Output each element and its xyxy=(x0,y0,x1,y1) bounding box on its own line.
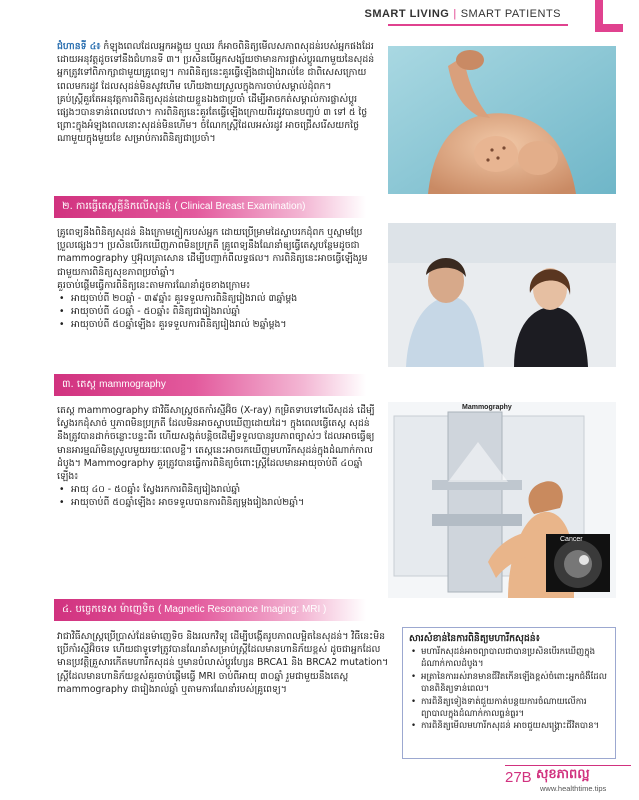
section-2-paragraph: គ្រូពេទ្យនឹងពិនិត្យសុដន់ និងក្រោមក្លៀករបស់អ្នក ដោយប្រើម្រាមដៃស្ទាបរកដុំពក ឬស្នាមប្រែប្រួលផ្សេងៗ។ ប្រសិនបើរកឃើញភាពមិនប្រក្រតី គ្រូពេទ្យនឹងណែនាំឲ្យធ្វើតេស្តបន្ថែមដូចជា mammography ឬអ៊ុលត្រាសោន ដើម្បីបញ្ជាក់ពីលទ្ធផល។ ការពិនិត្យនេះអាចធ្វើឡើងរួមជាមួយការពិនិត្យសុខភាពប្រចាំឆ្នាំ។ xyxy=(57,227,368,278)
magazine-header xyxy=(364,8,561,20)
list-item: • អាយុចាប់ពី ៤០ឆ្នាំ - ៥០ឆ្នាំ៖ ពិនិត្យជារៀងរាល់ឆ្នាំ xyxy=(57,305,375,318)
key-points-title: សារសំខាន់នៃការពិនិត្យមហារីកសុដន់៖ xyxy=(409,633,540,644)
mammography-illustration xyxy=(388,402,616,598)
section-3-list xyxy=(57,483,375,509)
section-3-title-en: mammography xyxy=(99,379,166,390)
key-points-box xyxy=(402,627,616,759)
website-url: www.healthtime.tips xyxy=(540,784,607,793)
section-4-heading xyxy=(54,599,366,621)
section-3-paragraph: តេស្ត mammography ជាវិធីសាស្ត្រថតកាំរស្មីអ៊ិច (X-ray) កម្រិតទាបទៅលើសុដន់ ដើម្បីស្វែងរកដុំសាច់ ឬភាពមិនប្រក្រតី ដែលមិនអាចស្ទាបឃើញដោយដៃ។ ក្នុងពេលធ្វើតេស្ត សុដន់នឹងត្រូវបានដាក់ចន្លោះបន្ទះពីរ ហើយសង្កត់បន្តិចដើម្បីទទួលបានរូបភាពច្បាស់ៗ ដែលអាចធ្វើឲ្យមានអារម្មណ៍មិនស្រួលមួយរយៈពេលខ្លី។ តេស្តនេះអាចរកឃើញមហារីកសុដន់ក្នុងដំណាក់កាលដំបូង។ Mammography គួរត្រូវបានធ្វើការពិនិត្យចំពោះស្ត្រីដែលមានអាយុចាប់ពី ៤០ឆ្នាំឡើង៖ xyxy=(57,405,375,483)
header-smart-living: SMART LIVING xyxy=(364,8,450,20)
list-item: • អាយុចាប់ពី ៥០ឆ្នាំឡើង៖ អាចទទួលបានការពិនិត្យម្ដងរៀងរាល់២ឆ្នាំ។ xyxy=(57,496,375,509)
intro-paragraph-2: គ្រប់ស្ត្រីគួរតែអនុវត្តការពិនិត្យសុដន់ដោយខ្លួនឯងជាប្រចាំ ដើម្បីអាចកត់សម្គាល់ការផ្លាស់ប្ដូរផ្សេងៗបានទាន់ពេលវេលា។ ការពិនិត្យនេះគួរតែធ្វើឡើងក្រោយពីរដូវបានបញ្ចប់ ៣ ទៅ ៥ ថ្ងៃ ព្រោះក្នុងអំឡុងពេលនោះសុដន់មិនហើម។ ចំណែកស្ត្រីដែលអស់រដូវ អាចជ្រើសរើសយកថ្ងៃណាមួយក្នុងមួយខែ សម្រាប់ការពិនិត្យជាប្រចាំ។ xyxy=(57,93,368,145)
section-4-body xyxy=(57,630,391,696)
section-2-list xyxy=(57,292,375,332)
step-label: ជំហានទី ៤៖ xyxy=(57,41,101,52)
header-separator: | xyxy=(453,8,457,20)
section-2-title: ២. ការធ្វើតេស្តគ្លីនិកលើសុដន់ xyxy=(62,201,172,212)
header-rule xyxy=(388,24,568,26)
section-4-title: ៤. បច្ចេកទេស ម៉ាញេទិច xyxy=(62,604,155,615)
intro-paragraph: កំឡុងពេលដែលអ្នកអង្គុយ ឬឈរ ក៏អាចពិនិត្យមើលសភាពសុដន់របស់អ្នកផងដែរ ដោយអនុវត្តដូចទៅនឹងជំហានទី ៣។ ប្រសិនបើអ្នកសង្ស័យថាមានការផ្លាស់ប្ដូរណាមួយនៃសុដន់ អ្នកត្រូវទៅពិភាក្សាជាមួយគ្រូពេទ្យ។ ការពិនិត្យនេះគួរធ្វើឡើងជារៀងរាល់ខែ ជាពិសេសក្រោយពេលមករដូវ ដែលសុដន់មិនសូវហើម ហើយងាយស្រួលក្នុងការចាប់សម្គាល់ដុំពក។ xyxy=(57,41,375,92)
mammography-caption: Mammography xyxy=(462,404,512,411)
section-3-title: ៣. តេស្ត xyxy=(62,379,96,390)
section-4-title-en: ( Magnetic Resonance Imaging: MRI ) xyxy=(157,604,327,615)
list-item: • អាយុចាប់ពី ៥០ឆ្នាំឡើង៖ គួរទទួលការពិនិត្យរៀងរាល់ ២ឆ្នាំម្ដង។ xyxy=(57,318,375,331)
list-item: • អត្រានៃការរស់រានមានជីវិតកើនឡើងខ្ពស់ចំពោះអ្នកជំងឺដែលបានពិនិត្យទាន់ពេល។ xyxy=(409,671,609,696)
section-2-recommend: គួរចាប់ផ្ដើមធ្វើការពិនិត្យនេះតាមការណែនាំដូចខាងក្រោម៖ xyxy=(57,279,251,291)
intro-text-block xyxy=(57,40,375,146)
cancer-caption: Cancer xyxy=(560,536,583,543)
page-number: 27B xyxy=(505,769,532,786)
list-item: • ការពិនិត្យទៀងទាត់ជួយកាត់បន្ថយការចំណាយលើការព្យាបាលក្នុងដំណាក់កាលធ្ងន់ធ្ងរ។ xyxy=(409,696,609,721)
section-2-heading xyxy=(54,196,366,218)
section-2-body xyxy=(57,226,375,332)
corner-logo xyxy=(585,0,625,40)
self-exam-illustration xyxy=(388,46,616,194)
section-3-heading xyxy=(54,374,366,396)
brand-name: សុខភាពល្អ xyxy=(536,767,590,782)
section-3-body xyxy=(57,404,375,510)
list-item: • អាយុ ៤០ - ៥០ឆ្នាំ៖ ស្វែងរកការពិនិត្យរៀងរាល់ឆ្នាំ xyxy=(57,483,375,496)
section-2-title-en: ( Clinical Breast Examination) xyxy=(174,201,306,212)
list-item: • អាយុចាប់ពី ២០ឆ្នាំ - ៣៩ឆ្នាំ៖ គួរទទួលការពិនិត្យរៀងរាល់ ៣ឆ្នាំម្ដង xyxy=(57,292,375,305)
section-4-paragraph: វាជាវិធីសាស្ត្រប្រើប្រាស់ដែនម៉ាញេទិច និងរលកវិទ្យុ ដើម្បីបង្កើតរូបភាពលម្អិតនៃសុដន់។ វិធីនេះមិនប្រើកាំរស្មីអ៊ិចទេ ហើយជាទូទៅត្រូវបានណែនាំសម្រាប់ស្ត្រីដែលមានហានិភ័យខ្ពស់ ដូចជាអ្នកដែលមានប្រវត្តិគ្រួសារកើតមហារីកសុដន់ ឬមានបំលាស់ប្ដូរហ្សែន BRCA1 និង BRCA2 mutation។ ស្ត្រីដែលមានហានិភ័យខ្ពស់គួរចាប់ផ្ដើមធ្វើ MRI ចាប់ពីអាយុ ៣០ឆ្នាំ រួមជាមួយនឹងតេស្ត mammography ជារៀងរាល់ឆ្នាំ ឬតាមការណែនាំរបស់គ្រូពេទ្យ។ xyxy=(57,631,389,695)
header-smart-patients: SMART PATIENTS xyxy=(460,8,561,20)
key-points-list xyxy=(409,646,609,733)
list-item: • មហារីកសុដន់អាចព្យាបាលជាបានប្រសិនបើរកឃើញក្នុងដំណាក់កាលដំបូង។ xyxy=(409,646,609,671)
list-item: • ការពិនិត្យមើលមហារីកសុដន់ អាចជួយសង្គ្រោះជីវិតបាន។ xyxy=(409,720,609,732)
doctor-patient-photo xyxy=(388,223,616,367)
